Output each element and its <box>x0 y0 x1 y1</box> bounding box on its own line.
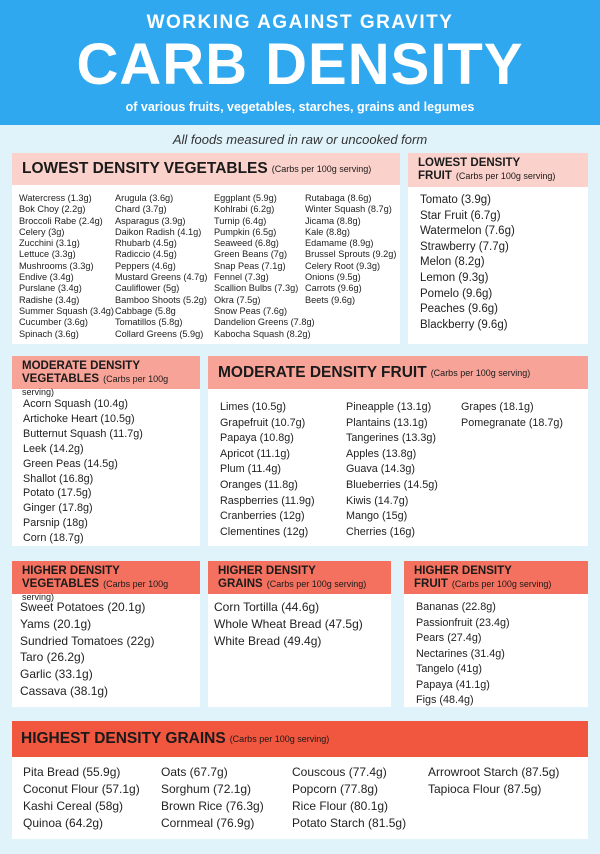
food-item: Green Peas (14.5g) <box>23 457 118 470</box>
food-item: Melon (8.2g) <box>420 256 485 269</box>
food-item: Eggplant (5.9g) <box>214 193 277 203</box>
food-item: Kale (8.8g) <box>305 226 350 237</box>
header-subtitle: of various fruits, vegetables, starches, grains and legumes <box>125 100 475 114</box>
food-item: Edamame (8.9g) <box>305 238 374 249</box>
food-item: Rutabaga (8.6g) <box>305 193 372 203</box>
food-item: Seaweed (6.8g) <box>214 238 279 249</box>
item-column <box>305 193 396 306</box>
food-item: Arugula (3.6g) <box>115 193 174 203</box>
section-title-line1: HIGHER DENSITY <box>414 565 512 577</box>
food-item: White Bread (49.4g) <box>214 633 322 648</box>
food-item: Blackberry (9.6g) <box>420 318 508 331</box>
food-item: Leek (14.2g) <box>23 442 84 455</box>
section-header <box>208 561 391 594</box>
food-item: Cauliflower (5g) <box>115 283 180 294</box>
item-column <box>292 764 406 832</box>
food-item: Ginger (17.8g) <box>23 502 93 515</box>
section-higher-density-fruit <box>404 561 588 707</box>
item-column <box>23 764 140 832</box>
food-item: Winter Squash (8.7g) <box>305 204 392 215</box>
food-item: Potato (17.5g) <box>23 487 92 500</box>
food-item: Collard Greens (5.9g) <box>115 328 204 339</box>
section-title-line2: FRUIT <box>414 578 448 590</box>
food-item: Apples (13.8g) <box>346 447 417 460</box>
food-item: Cranberries (12g) <box>220 510 305 523</box>
item-column <box>161 764 264 832</box>
food-item: Brussel Sprouts (9.2g) <box>305 249 397 260</box>
item-column <box>214 599 363 649</box>
food-item: Brown Rice (76.3g) <box>161 799 264 813</box>
food-item: Figs (48.4g) <box>416 694 474 706</box>
food-item: Sorghum (72.1g) <box>161 782 252 796</box>
food-item: Scallion Bulbs (7.3g) <box>214 283 299 294</box>
food-item: Tomato (3.9g) <box>420 194 491 206</box>
section-moderate-density-vegetables <box>12 356 200 546</box>
food-item: Raspberries (11.9g) <box>220 494 315 507</box>
section-title-line2-wrap <box>22 373 200 399</box>
section-title: HIGHEST DENSITY GRAINS <box>21 730 226 747</box>
section-header <box>12 721 588 757</box>
food-item: Lemon (9.3g) <box>420 271 489 284</box>
food-item: Arrowroot Starch (87.5g) <box>428 765 560 779</box>
food-item: Turnip (6.4g) <box>214 215 267 226</box>
food-item: Snap Peas (7.1g) <box>214 260 286 271</box>
food-item: Lettuce (3.3g) <box>19 249 76 260</box>
food-item: Strawberry (7.7g) <box>420 240 509 253</box>
food-item: Carrots (9.6g) <box>305 283 362 294</box>
item-column <box>461 400 563 431</box>
food-item: Radishe (3.4g) <box>19 294 80 305</box>
food-item: Zucchini (3.1g) <box>19 238 80 249</box>
food-item: Celery (3g) <box>19 226 65 237</box>
food-item: Pomelo (9.6g) <box>420 287 493 300</box>
food-item: Tapioca Flour (87.5g) <box>428 782 542 796</box>
item-column <box>346 400 438 540</box>
food-item: Fennel (7.3g) <box>214 272 269 283</box>
food-item: Bananas (22.8g) <box>416 601 496 613</box>
item-column <box>23 397 143 546</box>
section-higher-density-grains <box>208 561 391 707</box>
section-title-line1: LOWEST DENSITY <box>418 157 521 169</box>
food-item: Plantains (13.1g) <box>346 416 428 429</box>
section-header <box>404 561 588 594</box>
item-column <box>428 764 559 798</box>
food-item: Corn (18.7g) <box>23 532 84 545</box>
serving-label: (Carbs per 100g serving) <box>271 164 372 174</box>
food-item: Pineapple (13.1g) <box>346 401 432 413</box>
food-item: Parsnip (18g) <box>23 517 88 530</box>
section-title-line1: HIGHER DENSITY <box>218 565 316 577</box>
section-higher-density-vegetables <box>12 561 200 707</box>
serving-label: (Carbs per 100g serving) <box>266 579 367 589</box>
food-item: Butternut Squash (11.7g) <box>23 427 143 440</box>
food-item: Apricot (11.1g) <box>220 447 291 460</box>
food-item: Cabbage (5.8g <box>115 305 176 316</box>
food-item: Star Fruit (6.7g) <box>420 209 501 222</box>
food-item: Grapes (18.1g) <box>461 401 534 413</box>
food-item: Potato Starch (81.5g) <box>292 816 407 830</box>
food-item: Okra (7.5g) <box>214 294 261 305</box>
food-item: Mango (15g) <box>346 510 408 523</box>
section-title-line2: VEGETABLES <box>22 373 100 385</box>
food-item: Spinach (3.6g) <box>19 328 79 339</box>
section-title: MODERATE DENSITY FRUIT <box>218 363 427 381</box>
section-highest-density-grains <box>12 721 588 839</box>
food-item: Pomegranate (18.7g) <box>461 416 564 429</box>
item-column <box>214 193 315 340</box>
food-item: Tomatillos (5.8g) <box>115 317 183 328</box>
food-item: Papaya (41.1g) <box>416 678 490 691</box>
serving-label: (Carbs per 100g serving) <box>455 171 556 181</box>
measurement-note: All foods measured in raw or uncooked form <box>172 132 428 147</box>
page-title: CARB DENSITY <box>76 32 524 97</box>
food-item: Acorn Squash (10.4g) <box>23 398 129 410</box>
food-item: Onions (9.5g) <box>305 272 361 283</box>
section-title-line2: FRUIT <box>418 170 452 182</box>
item-column <box>20 599 155 700</box>
serving-label: (Carbs per 100g serving) <box>451 579 552 589</box>
food-item: Pears (27.4g) <box>416 632 482 644</box>
food-item: Whole Wheat Bread (47.5g) <box>214 616 363 631</box>
section-header <box>408 153 588 187</box>
food-item: Watermelon (7.6g) <box>420 225 515 238</box>
food-item: Kashi Cereal (58g) <box>23 799 124 813</box>
food-item: Cherries (16g) <box>346 525 416 538</box>
section-lowest-density-vegetables <box>12 153 400 344</box>
food-item: Sundried Tomatoes (22g) <box>20 633 155 648</box>
food-item: Couscous (77.4g) <box>292 765 387 779</box>
food-item: Oats (67.7g) <box>161 765 228 779</box>
section-header <box>12 356 200 397</box>
food-item: Oranges (11.8g) <box>220 478 298 491</box>
section-header <box>12 561 200 602</box>
food-item: Asparagus (3.9g) <box>115 215 186 226</box>
food-item: Quinoa (64.2g) <box>23 816 104 830</box>
food-item: Limes (10.5g) <box>220 401 287 413</box>
section-title-line2-wrap <box>218 578 366 591</box>
food-item: Jicama (8.8g) <box>305 215 361 226</box>
item-column <box>19 193 114 340</box>
food-item: Pumpkin (6.5g) <box>214 226 277 237</box>
food-item: Yams (20.1g) <box>20 616 92 631</box>
section-title-line2-wrap <box>418 170 555 183</box>
section-title-line1: MODERATE DENSITY <box>22 360 140 372</box>
food-item: Bok Choy (2.2g) <box>19 204 86 215</box>
food-item: Sweet Potatoes (20.1g) <box>20 600 146 614</box>
food-item: Plum (11.4g) <box>220 463 282 476</box>
food-item: Rhubarb (4.5g) <box>115 238 177 249</box>
item-column <box>420 193 515 333</box>
food-item: Summer Squash (3.4g) <box>19 305 114 316</box>
food-item: Artichoke Heart (10.5g) <box>23 412 135 425</box>
food-item: Kabocha Squash (8.2g) <box>214 328 311 339</box>
food-item: Broccoli Rabe (2.4g) <box>19 215 103 226</box>
food-item: Chard (3.7g) <box>115 204 167 215</box>
food-item: Nectarines (31.4g) <box>416 647 505 660</box>
food-item: Beets (9.6g) <box>305 294 356 305</box>
section-header <box>208 356 588 389</box>
serving-label: (Carbs per 100g serving) <box>22 374 169 397</box>
food-item: Passionfruit (23.4g) <box>416 616 510 629</box>
food-item: Taro (26.2g) <box>20 650 85 665</box>
food-item: Tangelo (41g) <box>416 663 483 675</box>
serving-label: (Carbs per 100g serving) <box>430 367 531 378</box>
food-item: Peaches (9.6g) <box>420 303 498 316</box>
header-banner <box>0 0 600 125</box>
item-column <box>220 400 315 540</box>
food-item: Kiwis (14.7g) <box>346 494 409 507</box>
food-item: Green Beans (7g) <box>214 249 288 260</box>
section-title: LOWEST DENSITY VEGETABLES <box>22 160 268 177</box>
food-item: Watercress (1.3g) <box>19 193 92 203</box>
food-item: Pita Bread (55.9g) <box>23 765 121 779</box>
food-item: Kohlrabi (6.2g) <box>214 204 275 215</box>
item-column <box>416 600 510 709</box>
food-item: Rice Flour (80.1g) <box>292 799 389 813</box>
food-item: Peppers (4.6g) <box>115 260 176 271</box>
section-title-line2: VEGETABLES <box>22 578 100 590</box>
food-item: Radiccio (4.5g) <box>115 249 177 260</box>
serving-label: (Carbs per 100g serving) <box>229 734 330 744</box>
section-header <box>12 153 400 185</box>
serving-label: (Carbs per 100g serving) <box>22 579 169 602</box>
item-column <box>115 193 207 340</box>
food-item: Cornmeal (76.9g) <box>161 816 255 830</box>
food-item: Dandelion Greens (7.8g) <box>214 317 315 328</box>
food-item: Daikon Radish (4.1g) <box>115 226 202 237</box>
food-item: Cassava (38.1g) <box>20 683 109 698</box>
food-item: Coconut Flour (57.1g) <box>23 782 140 796</box>
section-title-line2: GRAINS <box>218 578 263 590</box>
section-title-line2-wrap <box>414 578 551 591</box>
section-moderate-density-fruit <box>208 356 588 546</box>
food-item: Grapefruit (10.7g) <box>220 416 306 429</box>
section-title-line1: HIGHER DENSITY <box>22 565 120 577</box>
food-item: Papaya (10.8g) <box>220 432 294 445</box>
food-item: Endive (3.4g) <box>19 272 74 283</box>
food-item: Tangerines (13.3g) <box>346 432 437 445</box>
food-item: Popcorn (77.8g) <box>292 782 379 796</box>
food-item: Shallot (16.8g) <box>23 472 94 485</box>
section-lowest-density-fruit <box>408 153 588 344</box>
food-item: Purslane (3.4g) <box>19 283 82 294</box>
food-item: Corn Tortilla (44.6g) <box>214 600 320 614</box>
food-item: Snow Peas (7.6g) <box>214 305 288 316</box>
food-item: Blueberries (14.5g) <box>346 478 438 491</box>
header-kicker: WORKING AGAINST GRAVITY <box>146 12 454 33</box>
food-item: Cucumber (3.6g) <box>19 317 88 328</box>
food-item: Garlic (33.1g) <box>20 667 93 682</box>
food-item: Mustard Greens (4.7g) <box>115 272 208 283</box>
food-item: Mushrooms (3.3g) <box>19 260 94 271</box>
food-item: Bamboo Shoots (5.2g) <box>115 294 207 305</box>
food-item: Clementines (12g) <box>220 525 309 538</box>
food-item: Guava (14.3g) <box>346 463 416 476</box>
food-item: Celery Root (9.3g) <box>305 260 381 271</box>
